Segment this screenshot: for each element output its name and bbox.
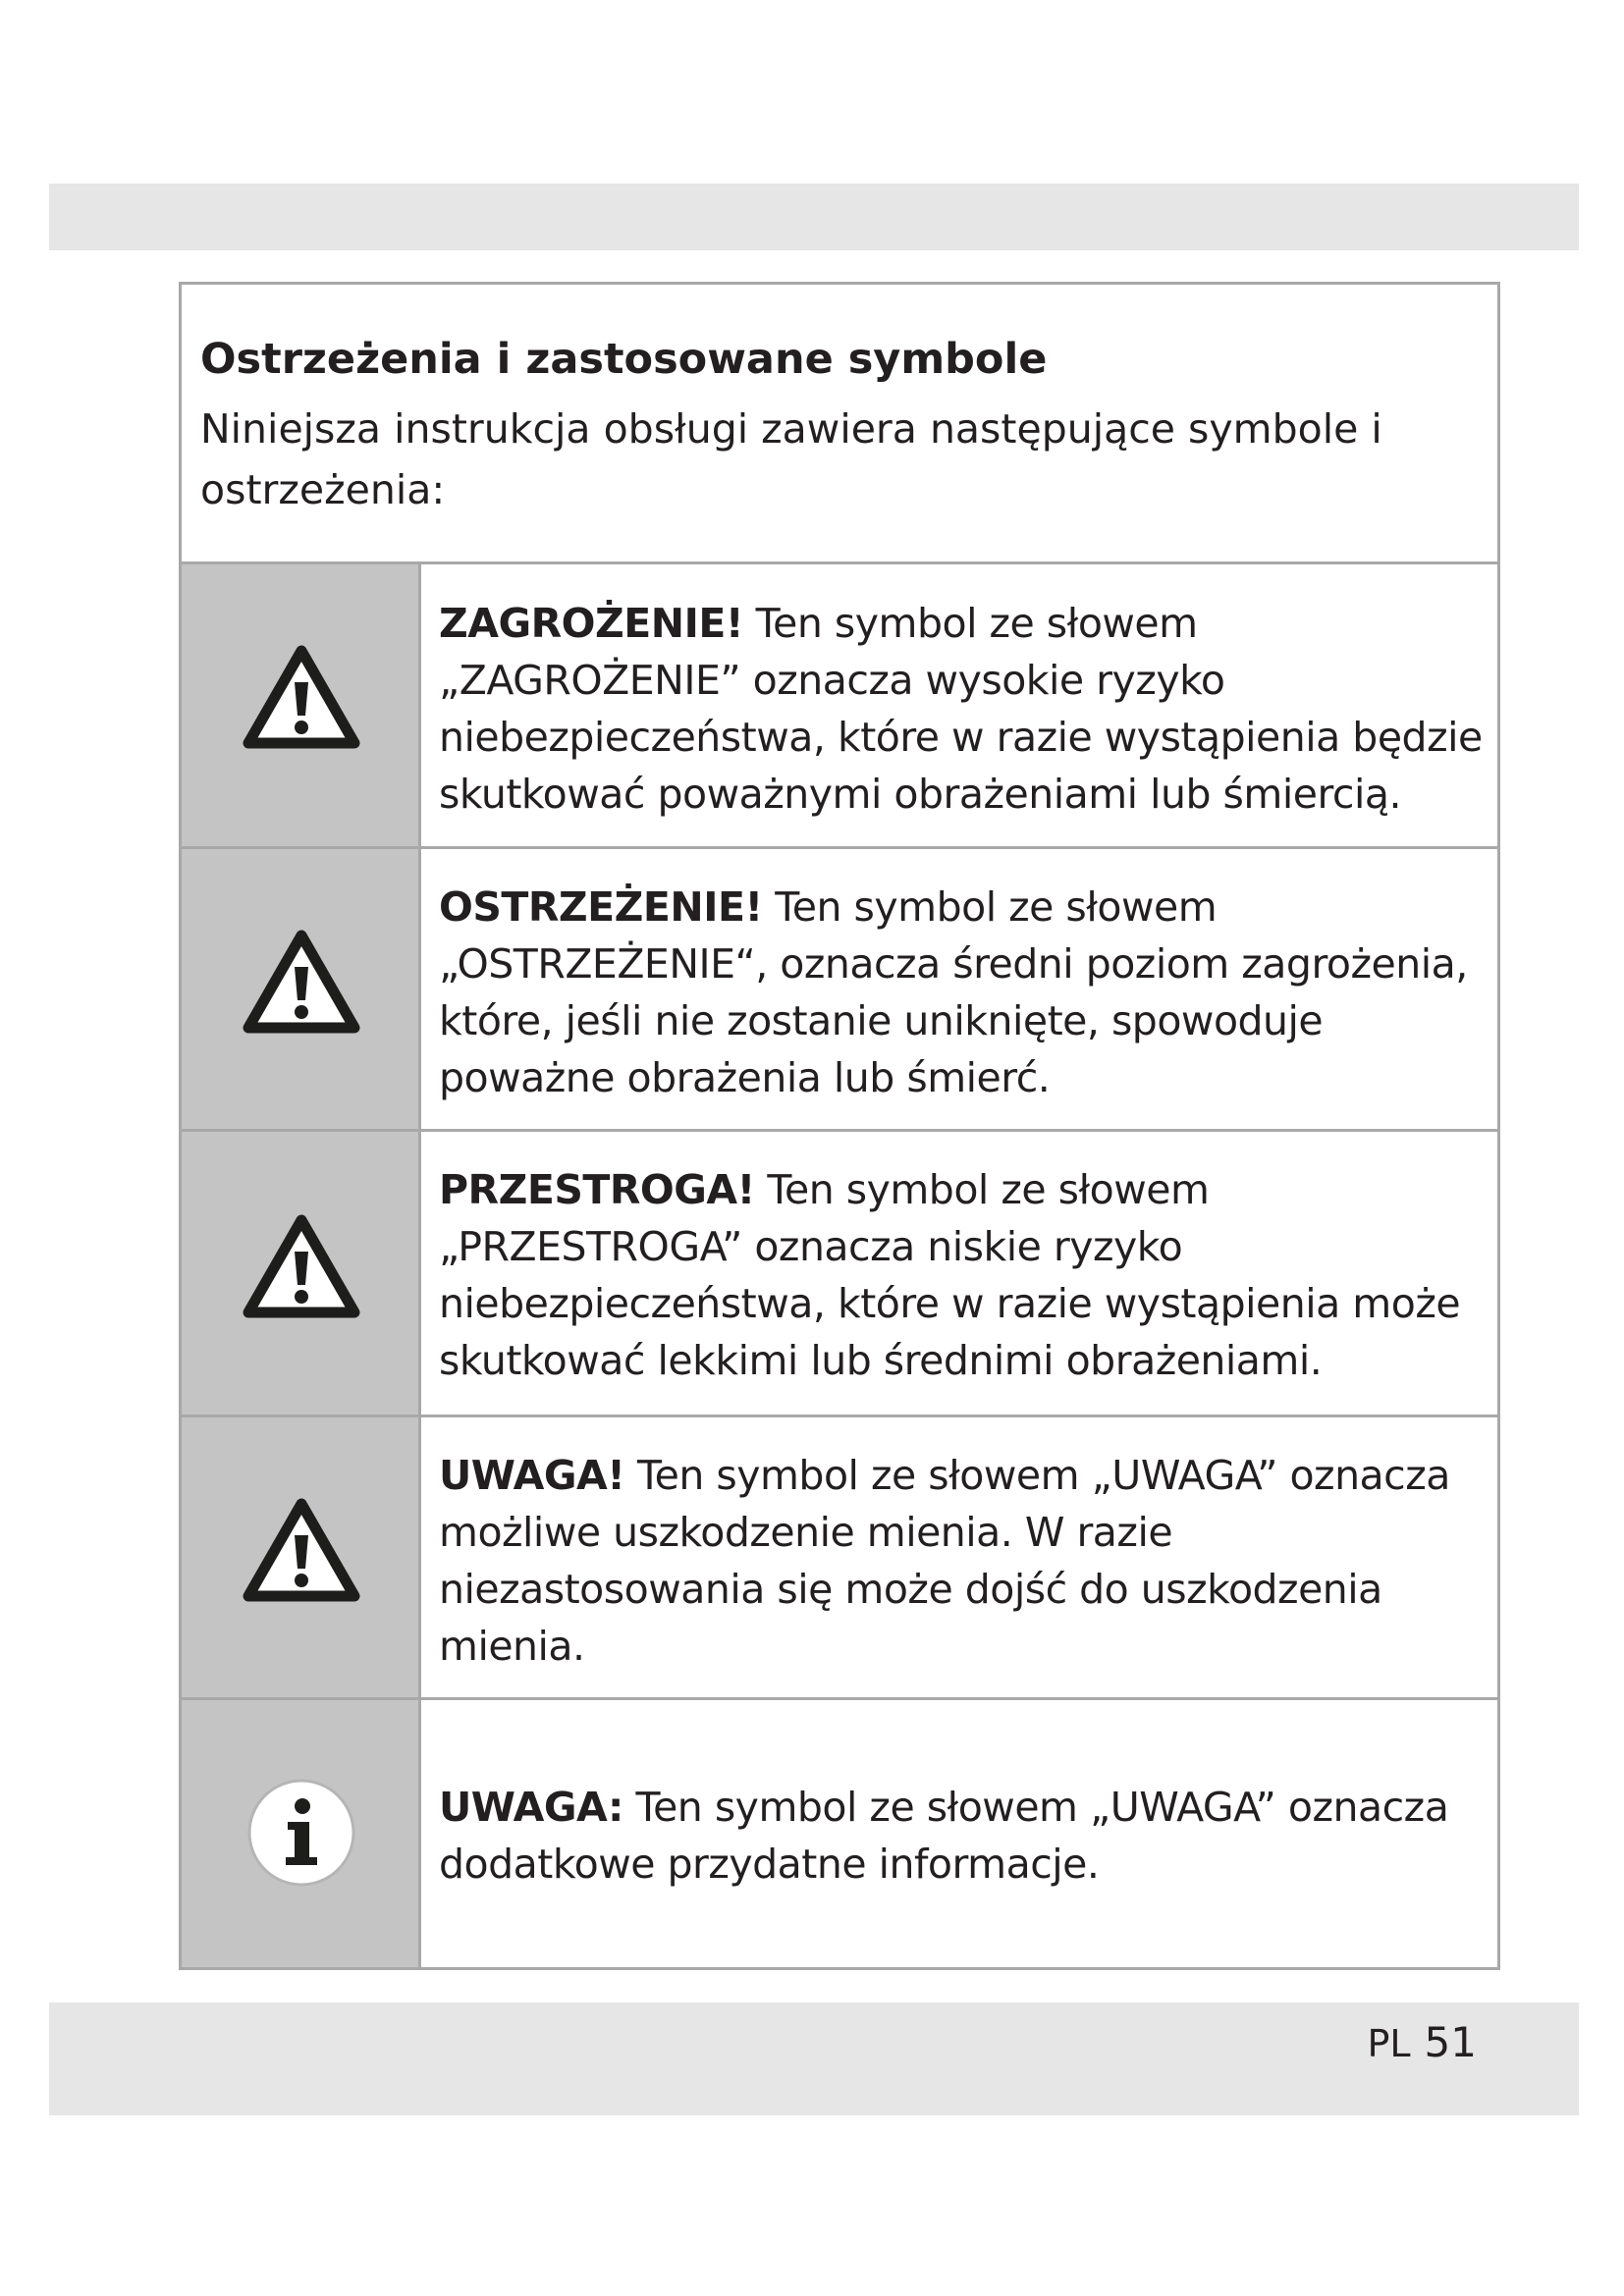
symbol-icon-cell: [182, 1417, 421, 1697]
signal-word-info: UWAGA:: [439, 1784, 623, 1831]
signal-word-warning: OSTRZEŻENIE!: [439, 883, 763, 931]
warnings-symbols-table: [179, 282, 1500, 1970]
symbol-row-notice: [182, 1417, 1497, 1700]
intro-section: [182, 285, 1497, 564]
page-number: [1367, 2018, 1477, 2066]
section-title: Ostrzeżenia i zastosowane symbole: [200, 335, 1048, 384]
symbol-description: [439, 1447, 1491, 1675]
language-code: PL: [1367, 2022, 1411, 2065]
signal-word-caution: PRZESTROGA!: [439, 1166, 755, 1213]
signal-word-notice: UWAGA!: [439, 1452, 625, 1499]
warning-triangle-icon: [241, 643, 362, 751]
symbol-description-text: Ten symbol ze słowem „UWAGA” oznacza dodatkowe przydatne informacje.: [439, 1784, 1449, 1888]
warning-triangle-icon: [241, 1496, 362, 1604]
symbol-description-text: Ten symbol ze słowem „ZAGROŻENIE” oznacza wysokie ryzyko niebezpieczeństwa, które w razie wystąpienia będzie skutkować poważnymi obrażeniami lub śmiercią.: [439, 600, 1483, 818]
signal-word-danger: ZAGROŻENIE!: [439, 600, 744, 647]
symbol-description: [439, 1779, 1491, 1893]
symbol-description-text: Ten symbol ze słowem „UWAGA” oznacza możliwe uszkodzenie mienia. W razie niezastosowania się może dojść do uszkodzenia mienia.: [439, 1452, 1450, 1670]
section-intro: Niniejsza instrukcja obsługi zawiera następujące symbole i ostrzeżenia:: [200, 404, 1382, 513]
page-number-value: 51: [1424, 2018, 1477, 2066]
symbol-description: [439, 595, 1491, 823]
symbol-row-info: [182, 1700, 1497, 1967]
symbol-description-text: Ten symbol ze słowem „PRZESTROGA” oznacza niskie ryzyko niebezpieczeństwa, które w razie wystąpienia może skutkować lekkimi lub średnimi obrażeniami.: [439, 1166, 1461, 1384]
footer-band: [49, 2002, 1579, 2115]
top-header-band: [49, 184, 1579, 250]
warning-triangle-icon: [241, 928, 362, 1036]
symbol-icon-cell: [182, 1132, 421, 1415]
symbol-description-text: Ten symbol ze słowem „OSTRZEŻENIE“, oznacza średni poziom zagrożenia, które, jeśli nie zostanie uniknięte, spowoduje poważne obrażenia lub śmierć.: [439, 883, 1468, 1101]
warning-triangle-icon: [241, 1212, 362, 1320]
symbol-icon-cell: [182, 1700, 421, 1967]
symbol-row-caution: [182, 1132, 1497, 1417]
symbol-row-danger: [182, 564, 1497, 849]
symbol-description: [439, 1161, 1491, 1389]
symbol-icon-cell: [182, 849, 421, 1129]
symbol-description: [439, 879, 1491, 1106]
symbol-row-warning: [182, 849, 1497, 1132]
info-circle-icon: [241, 1779, 362, 1887]
symbol-icon-cell: [182, 564, 421, 846]
